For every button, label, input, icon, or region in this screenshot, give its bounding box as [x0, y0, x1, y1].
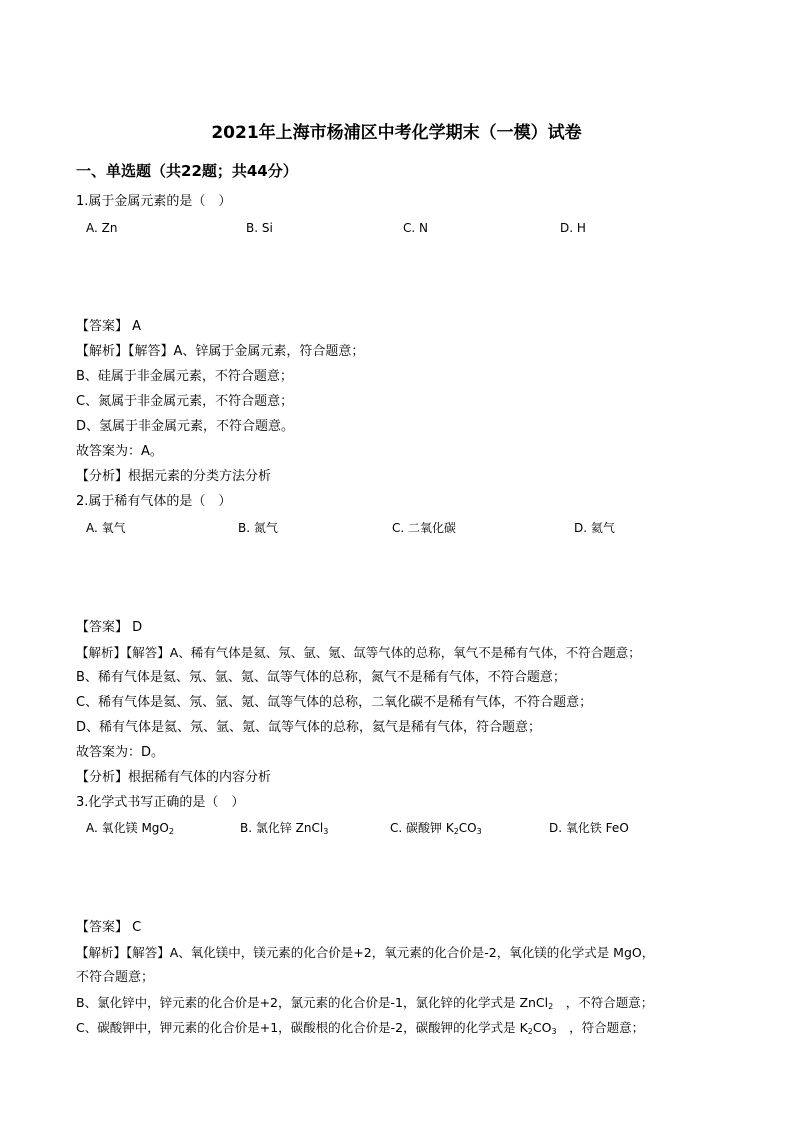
q1-analysis-line: 故答案为：A。 — [76, 444, 163, 459]
q1-analysis-line: B、硅属于非金属元素，不符合题意； — [76, 369, 293, 384]
q1-option-d: D. H — [560, 221, 586, 235]
q1-option-b: B. Si — [246, 221, 273, 235]
q1-option-a: A. Zn — [86, 221, 118, 235]
q2-analysis-line: 故答案为：D。 — [76, 745, 165, 760]
q2-analysis-line: B、稀有气体是氦、氖、氩、氪、氙等气体的总称，氮气不是稀有气体，不符合题意； — [76, 670, 566, 685]
q3-option-c: C. 碳酸钾 $K_2CO_3$ — [390, 821, 482, 836]
q3-analysis-line-b: B、氯化锌中，锌元素的化合价是+2，氯元素的化合价是-1，氯化锌的化学式是 ZnCl$_2$ ，不符合题意； — [76, 995, 654, 1011]
q1-analysis-line: D、氢属于非金属元素，不符合题意。 — [76, 419, 295, 434]
q2-option-b: B. 氮气 — [238, 521, 278, 535]
q3-analysis-line: 【解析】【解答】A、氧化镁中，镁元素的化合价是+2，氧元素的化合价是-2，氧化镁的化学式是 MgO， — [76, 945, 655, 960]
q3-option-d: D. 氧化铁 FeO — [549, 821, 629, 835]
section-heading: 一、单选题（共22题；共44分） — [76, 162, 298, 180]
q3-analysis-line: 不符合题意； — [76, 970, 155, 985]
q2-analysis-line: D、稀有气体是氦、氖、氩、氪、氙等气体的总称，氦气是稀有气体，符合题意； — [76, 720, 542, 735]
q2-answer: 【答案】 D — [76, 620, 143, 635]
q1-analysis-line: 【解析】【解答】A、锌属于金属元素，符合题意； — [76, 344, 365, 359]
page-title: 2021年上海市杨浦区中考化学期末（一模）试卷 — [211, 123, 582, 143]
q3-option-a: A. 氧化镁 MgO$_2$ — [86, 821, 174, 836]
q1-stem: 1.属于金属元素的是（ ） — [76, 194, 232, 209]
q2-option-c: C. 二氧化碳 — [392, 521, 457, 535]
q2-analysis-line: 【分析】根据稀有气体的内容分析 — [76, 770, 272, 785]
q2-option-d: D. 氦气 — [574, 521, 615, 535]
q3-analysis-line-c: C、碳酸钾中，钾元素的化合价是+1，碳酸根的化合价是-2，碳酸钾的化学式是 $K_2CO_3$ ，符合题意； — [76, 1020, 645, 1036]
q1-analysis-line: C、氮属于非金属元素，不符合题意； — [76, 394, 294, 409]
q2-option-a: A. 氧气 — [86, 521, 126, 535]
q3-option-b: B. 氯化锌 ZnCl$_3$ — [240, 821, 329, 836]
q1-option-c: C. N — [403, 221, 428, 235]
q2-analysis-line: C、稀有气体是氦、氖、氩、氪、氙等气体的总称，二氧化碳不是稀有气体，不符合题意； — [76, 695, 593, 710]
q2-stem: 2.属于稀有气体的是（ ） — [76, 494, 232, 509]
q2-analysis-line: 【解析】【解答】A、稀有气体是氦、氖、氩、氪、氙等气体的总称，氧气不是稀有气体，不符合题意； — [76, 645, 641, 660]
q3-stem: 3.化学式书写正确的是（ ） — [76, 795, 245, 810]
q3-answer: 【答案】 C — [76, 920, 142, 935]
q1-answer: 【答案】 A — [76, 319, 142, 334]
q1-analysis-line: 【分析】根据元素的分类方法分析 — [76, 469, 272, 484]
